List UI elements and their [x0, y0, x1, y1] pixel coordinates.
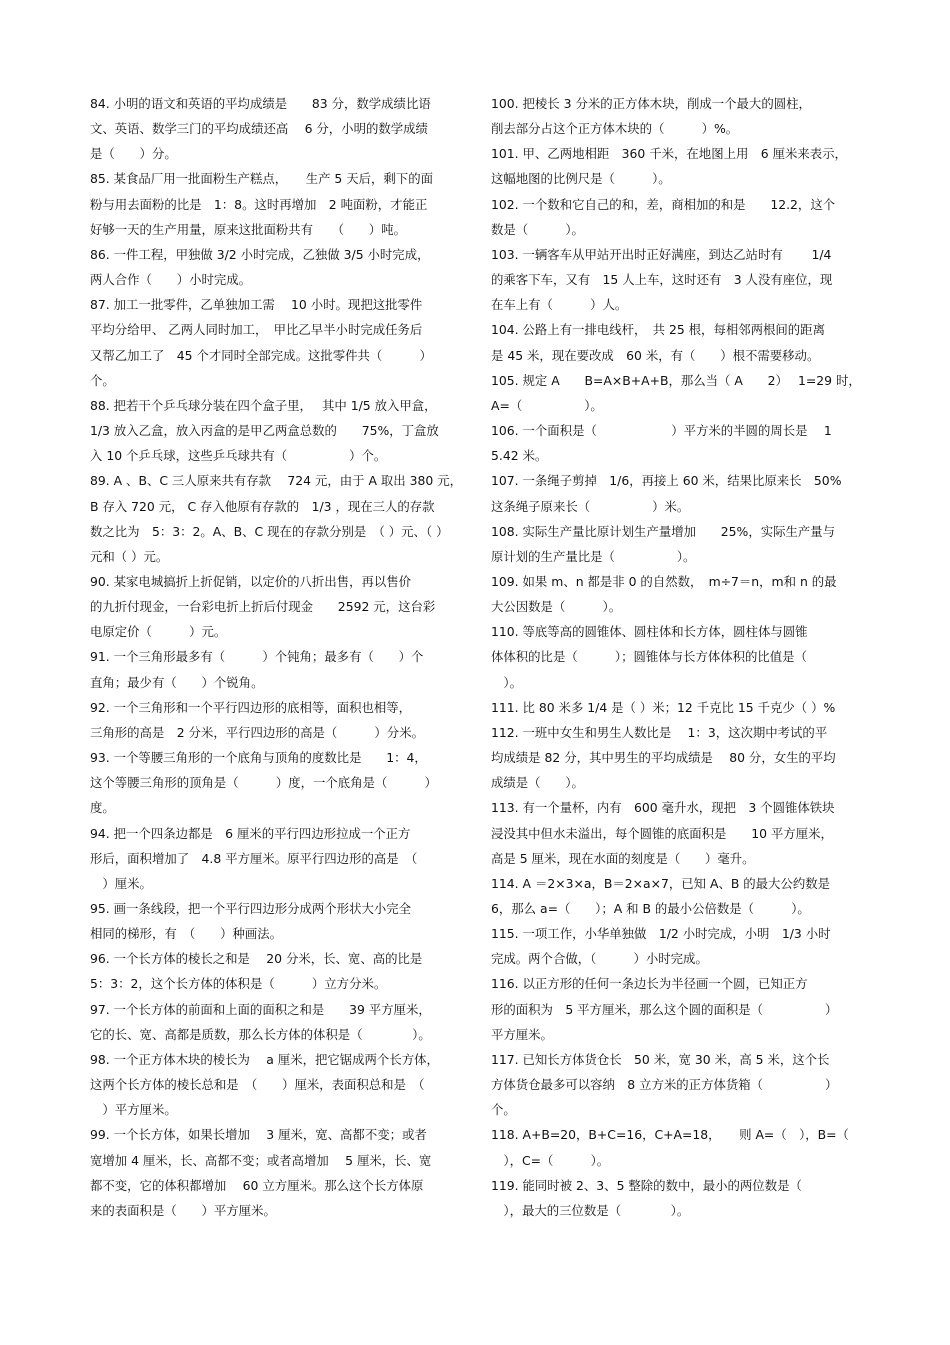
question-text-line: ）平方厘米。 — [90, 1102, 177, 1118]
question-text-line: 96. 一个长方体的棱长之和是 20 分米，长、宽、高的比是 — [90, 951, 423, 967]
question-text-line: 完成。两个合做，（ ）小时完成。 — [491, 951, 708, 967]
question-text-line: 90. 某家电城搞折上折促销，以定价的八折出售，再以售价 — [90, 573, 412, 589]
question-text-line: 原计划的生产量比是（ ）。 — [491, 548, 696, 564]
question-text-line: 106. 一个面积是（ ）平方米的半圆的周长是 1 — [491, 423, 832, 439]
question-text-line: 元和（ ）元。 — [90, 548, 169, 564]
question-text-line: 117. 已知长方体货仓长 50 米，宽 30 米，高 5 米，这个长 — [491, 1051, 830, 1067]
question-text-line: 这条绳子原来长（ ）米。 — [491, 498, 690, 514]
question-text-line: 97. 一个长方体的前面和上面的面积之和是 39 平方厘米， — [90, 1001, 431, 1017]
question-text-line: 95. 画一条线段，把一个平行四边形分成两个形状大小完全 — [90, 901, 412, 916]
question-text-line: 99. 一个长方体，如果长增加 3 厘米，宽、高都不变；或者 — [90, 1127, 427, 1143]
right-column — [491, 91, 861, 1223]
question-text-line: 113. 有一个量杯，内有 600 毫升水，现把 3 个圆锥体铁块 — [491, 800, 835, 816]
question-text-line: 89. A 、B、C 三人原来共有存款 724 元，由于 A 取出 380 元， — [90, 473, 462, 489]
question-text-line: 形后，面积增加了 4.8 平方厘米。原平行四边形的高是 （ — [90, 850, 418, 866]
question-text-line: 相同的梯形，有 （ ）种画法。 — [90, 926, 283, 942]
question-text-line: 个。 — [491, 1102, 516, 1118]
question-text-line: 粉与用去面粉的比是 1：8。这时再增加 2 吨面粉，才能正 — [90, 196, 428, 212]
question-text-line: 平均分给甲、 乙两人同时加工， 甲比乙早半小时完成任务后 — [90, 322, 423, 338]
question-text-line: 文、英语、数学三门的平均成绩还高 6 分，小明的数学成绩 — [90, 121, 428, 137]
question-text-line: 这个等腰三角形的顶角是（ ）度，一个底角是（ ） — [90, 775, 437, 791]
question-text-line: 数是（ ）。 — [491, 221, 584, 237]
question-text-line: 入 10 个乒乓球，这些乒乓球共有（ ）个。 — [90, 448, 387, 464]
question-text-line: 85. 某食品厂用一批面粉生产糕点， 生产 5 天后，剩下的面 — [90, 171, 433, 187]
question-text-line: ），C=（ ）。 — [491, 1152, 610, 1168]
question-text-line: 是 45 米，现在要改成 60 米，有（ ）根不需要移动。 — [491, 347, 820, 363]
question-text-line: 的九折付现金，一台彩电折上折后付现金 2592 元，这台彩 — [90, 599, 436, 615]
question-text-line: 109. 如果 m、n 都是非 0 的自然数， m÷7＝n，m和 n 的最 — [491, 573, 837, 589]
question-text-line: 5：3：2，这个长方体的体积是（ ）立方分米。 — [90, 976, 387, 992]
question-text-line: 6，那么 a=（ ）；A 和 B 的最小公倍数是（ ）。 — [491, 901, 810, 916]
question-text-line: 均成绩是 82 分，其中男生的平均成绩是 80 分，女生的平均 — [491, 750, 836, 766]
question-text-line: 形的面积为 5 平方厘米，那么这个圆的面积是（ ） — [491, 1001, 838, 1017]
question-text-line: 又帮乙加工了 45 个才同时全部完成。这批零件共（ ） — [90, 347, 432, 363]
question-text-line: 91. 一个三角形最多有（ ）个钝角；最多有（ ）个 — [90, 649, 424, 665]
question-text-line: 大公因数是（ ）。 — [491, 599, 622, 615]
question-text-line: 削去部分占这个正方体木块的（ ）%。 — [491, 121, 739, 137]
question-text-line: 5.42 米。 — [491, 448, 548, 464]
question-text-line: 的乘客下车，又有 15 人上车，这时还有 3 人没有座位，现 — [491, 272, 833, 288]
question-text-line: 1/3 放入乙盒，放入丙盒的是甲乙两盒总数的 75%，丁盒放 — [90, 423, 439, 439]
question-text-line: 两人合作（ ）小时完成。 — [90, 272, 252, 288]
question-text-line: 平方厘米。 — [491, 1026, 553, 1042]
question-text-line: ），最大的三位数是（ ）。 — [491, 1202, 690, 1218]
question-text-line: B 存入 720 元， C 存入他原有存款的 1/3 ，现在三人的存款 — [90, 498, 435, 514]
question-text-line: 成绩是（ ）。 — [491, 775, 584, 791]
question-text-line: 107. 一条绳子剪掉 1/6，再接上 60 米，结果比原来长 50% — [491, 473, 842, 489]
question-text-line: 都不变，它的体积都增加 60 立方厘米。那么这个长方体原 — [90, 1177, 424, 1193]
question-text-line: 110. 等底等高的圆锥体、圆柱体和长方体，圆柱体与圆锥 — [491, 624, 808, 640]
question-text-line: 101. 甲、乙两地相距 360 千米，在地图上用 6 厘米来表示， — [491, 146, 847, 162]
question-text-line: 是（ ）分。 — [90, 146, 177, 162]
question-text-line: ）。 — [491, 674, 522, 690]
question-text-line: 118. A+B=20，B+C=16，C+A=18， 则 A=（ ），B=（ — [491, 1127, 849, 1143]
question-text-line: 116. 以正方形的任何一条边长为半径画一个圆，已知正方 — [491, 976, 808, 992]
question-text-line: 这幅地图的比例尺是（ ）。 — [491, 171, 671, 187]
question-text-line: 它的长、宽、高都是质数，那么长方体的体积是（ ）。 — [90, 1026, 431, 1042]
question-text-line: ）厘米。 — [90, 875, 152, 891]
question-text-line: 好够一天的生产用量，原来这批面粉共有 （ ）吨。 — [90, 221, 406, 237]
question-text-line: 来的表面积是（ ）平方厘米。 — [90, 1202, 276, 1218]
question-text-line: 三角形的高是 2 分米，平行四边形的高是（ ）分米。 — [90, 724, 424, 740]
question-text-line: 体体积的比是（ ）；圆锥体与长方体体积的比值是（ — [491, 649, 807, 665]
question-text-line: 104. 公路上有一排电线杆， 共 25 根，每相邻两根间的距离 — [491, 322, 825, 338]
question-text-line: 111. 比 80 米多 1/4 是（ ）米；12 千克比 15 千克少（ ）% — [491, 699, 836, 715]
question-text-line: 方体货仓最多可以容纳 8 立方米的正方体货箱（ ） — [491, 1077, 838, 1093]
question-text-line: 103. 一辆客车从甲站开出时正好满座，到达乙站时有 1/4 — [491, 246, 832, 262]
question-text-line: 112. 一班中女生和男生人数比是 1：3，这次期中考试的平 — [491, 724, 828, 740]
question-text-line: 94. 把一个四条边都是 6 厘米的平行四边形拉成一个正方 — [90, 825, 411, 841]
question-text-line: 84. 小明的语文和英语的平均成绩是 83 分，数学成绩比语 — [90, 96, 431, 111]
question-text-line: 宽增加 4 厘米，长、高都不变；或者高增加 5 厘米，长、宽 — [90, 1152, 432, 1168]
question-text-line: 这两个长方体的棱长总和是 （ ）厘米，表面积总和是 （ — [90, 1077, 425, 1093]
question-text-line: 105. 规定 A B=A×B+A+B，那么当（ A 2） 1=29 时， — [491, 372, 861, 388]
question-text-line: 直角；最少有（ ）个锐角。 — [90, 674, 264, 690]
question-text-line: 102. 一个数和它自己的和，差，商相加的和是 12.2，这个 — [491, 196, 836, 212]
question-text-line: 在车上有（ ）人。 — [491, 297, 628, 313]
question-text-line: 114. A ＝2×3×a，B＝2×a×7，已知 A、B 的最大公约数是 — [491, 875, 831, 891]
question-text-line: A=（ ）。 — [491, 397, 603, 413]
question-text-line: 个。 — [90, 372, 115, 388]
question-text-line: 数之比为 5：3：2。A、B、C 现在的存款分别是 （ ）元、（ ） — [90, 523, 449, 539]
question-text-line: 度。 — [90, 800, 115, 816]
left-column — [90, 91, 462, 1223]
question-text-line: 88. 把若干个乒乓球分装在四个盒子里， 其中 1/5 放入甲盒， — [90, 397, 437, 413]
question-text-line: 100. 把棱长 3 分米的正方体木块，削成一个最大的圆柱， — [491, 96, 811, 111]
question-text-line: 87. 加工一批零件，乙单独加工需 10 小时。现把这批零件 — [90, 297, 423, 313]
question-text-line: 108. 实际生产量比原计划生产量增加 25%，实际生产量与 — [491, 523, 836, 539]
question-text-line: 86. 一件工程，甲独做 3/2 小时完成，乙独做 3/5 小时完成， — [90, 246, 430, 262]
question-text-line: 92. 一个三角形和一个平行四边形的底相等，面积也相等， — [90, 699, 412, 715]
question-text-line: 高是 5 厘米，现在水面的刻度是（ ）毫升。 — [491, 850, 755, 866]
question-text-line: 119. 能同时被 2、3、5 整除的数中，最小的两位数是（ — [491, 1177, 802, 1193]
question-text-line: 98. 一个正方体木块的棱长为 a 厘米，把它锯成两个长方体， — [90, 1051, 439, 1067]
question-text-line: 93. 一个等腰三角形的一个底角与顶角的度数比是 1：4， — [90, 750, 427, 766]
question-text-line: 电原定价（ ）元。 — [90, 624, 227, 640]
question-text-line: 浸没其中但水未溢出，每个圆锥的底面积是 10 平方厘米， — [491, 825, 833, 841]
question-text-line: 115. 一项工作，小华单独做 1/2 小时完成，小明 1/3 小时 — [491, 926, 831, 942]
